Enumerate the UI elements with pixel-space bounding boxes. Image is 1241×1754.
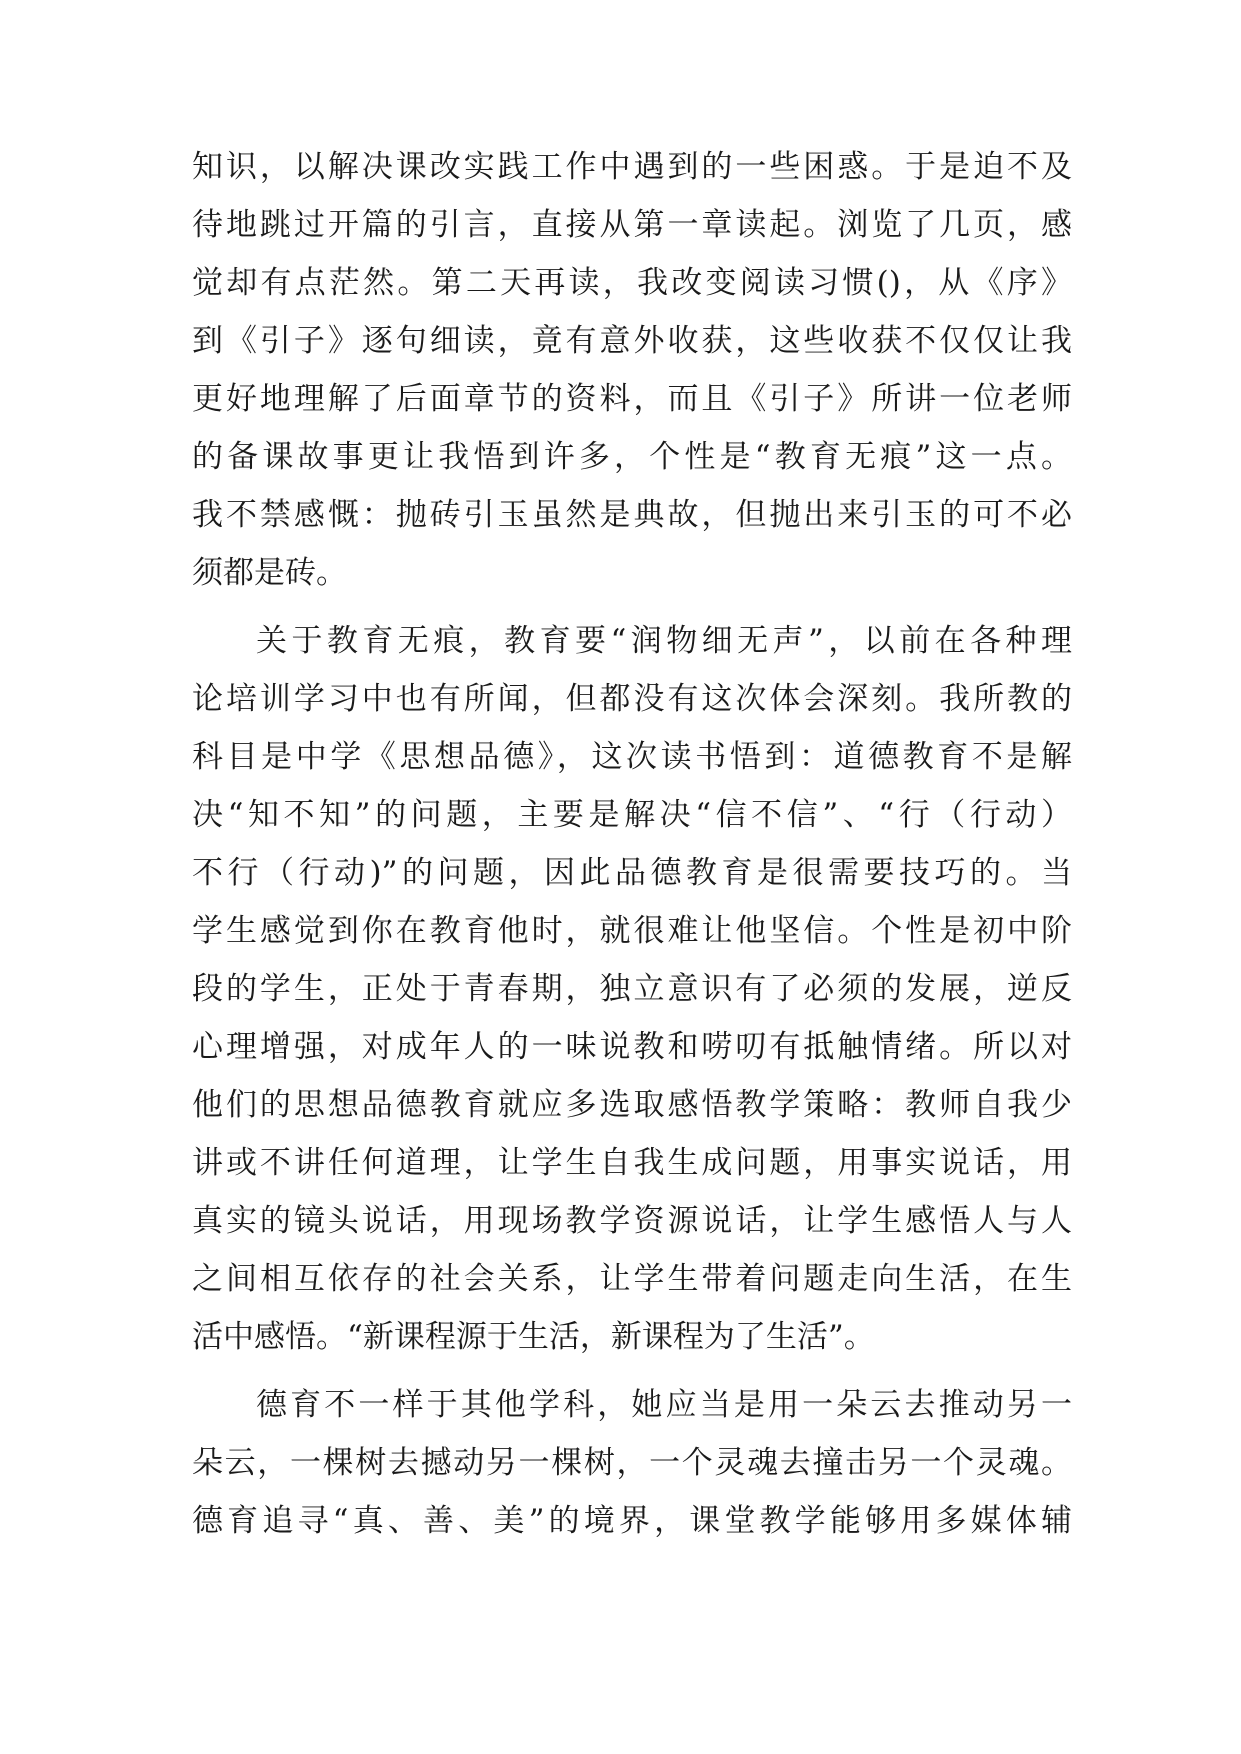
paragraph-line: 觉却有点茫然。第二天再读，我改变阅读习惯()，从《序》 (192, 265, 1072, 301)
paragraph-line: 决“知不知”的问题，主要是解决“信不信”、“行（行动） (192, 797, 1072, 833)
paragraph-line: 知识，以解决课改实践工作中遇到的一些困惑。于是迫不及 (192, 149, 1072, 185)
paragraph-line: 关于教育无痕，教育要“润物细无声”，以前在各种理 (256, 623, 1072, 659)
paragraph-line: 不行（行动)”的问题，因此品德教育是很需要技巧的。当 (192, 855, 1072, 891)
paragraph-line: 我不禁感慨：抛砖引玉虽然是典故，但抛出来引玉的可不必 (192, 497, 1072, 533)
paragraph-line: 段的学生，正处于青春期，独立意识有了必须的发展，逆反 (192, 971, 1072, 1007)
paragraph-line: 学生感觉到你在教育他时，就很难让他坚信。个性是初中阶 (192, 913, 1072, 949)
paragraph-gap (192, 602, 1072, 612)
paragraph-2 (192, 612, 1072, 1366)
paragraph-line: 他们的思想品德教育就应多选取感悟教学策略：教师自我少 (192, 1087, 1072, 1123)
paragraph-line: 论培训学习中也有所闻，但都没有这次体会深刻。我所教的 (192, 681, 1072, 717)
paragraph-line: 活中感悟。“新课程源于生活，新课程为了生活”。 (192, 1319, 875, 1355)
paragraph-3 (192, 1376, 1072, 1550)
paragraph-line: 朵云，一棵树去撼动另一棵树，一个灵魂去撞击另一个灵魂。 (192, 1445, 1072, 1481)
paragraph-line: 更好地理解了后面章节的资料，而且《引子》所讲一位老师 (192, 381, 1072, 417)
document-body (192, 138, 1072, 1550)
paragraph-line: 的备课故事更让我悟到许多，个性是“教育无痕”这一点。 (192, 439, 1072, 475)
paragraph-line: 待地跳过开篇的引言，直接从第一章读起。浏览了几页，感 (192, 207, 1072, 243)
paragraph-line: 心理增强，对成年人的一味说教和唠叨有抵触情绪。所以对 (192, 1029, 1072, 1065)
paragraph-1 (192, 138, 1072, 602)
paragraph-line: 到《引子》逐句细读，竟有意外收获，这些收获不仅仅让我 (192, 323, 1072, 359)
paragraph-line: 须都是砖。 (192, 555, 347, 591)
paragraph-gap (192, 1366, 1072, 1376)
paragraph-line: 讲或不讲任何道理，让学生自我生成问题，用事实说话，用 (192, 1145, 1072, 1181)
paragraph-line: 科目是中学《思想品德》，这次读书悟到：道德教育不是解 (192, 739, 1072, 775)
paragraph-line: 之间相互依存的社会关系，让学生带着问题走向生活，在生 (192, 1261, 1072, 1297)
paragraph-line: 德育追寻“真、善、美”的境界，课堂教学能够用多媒体辅 (192, 1503, 1072, 1539)
paragraph-line: 真实的镜头说话，用现场教学资源说话，让学生感悟人与人 (192, 1203, 1072, 1239)
paragraph-line: 德育不一样于其他学科，她应当是用一朵云去推动另一 (256, 1387, 1072, 1423)
